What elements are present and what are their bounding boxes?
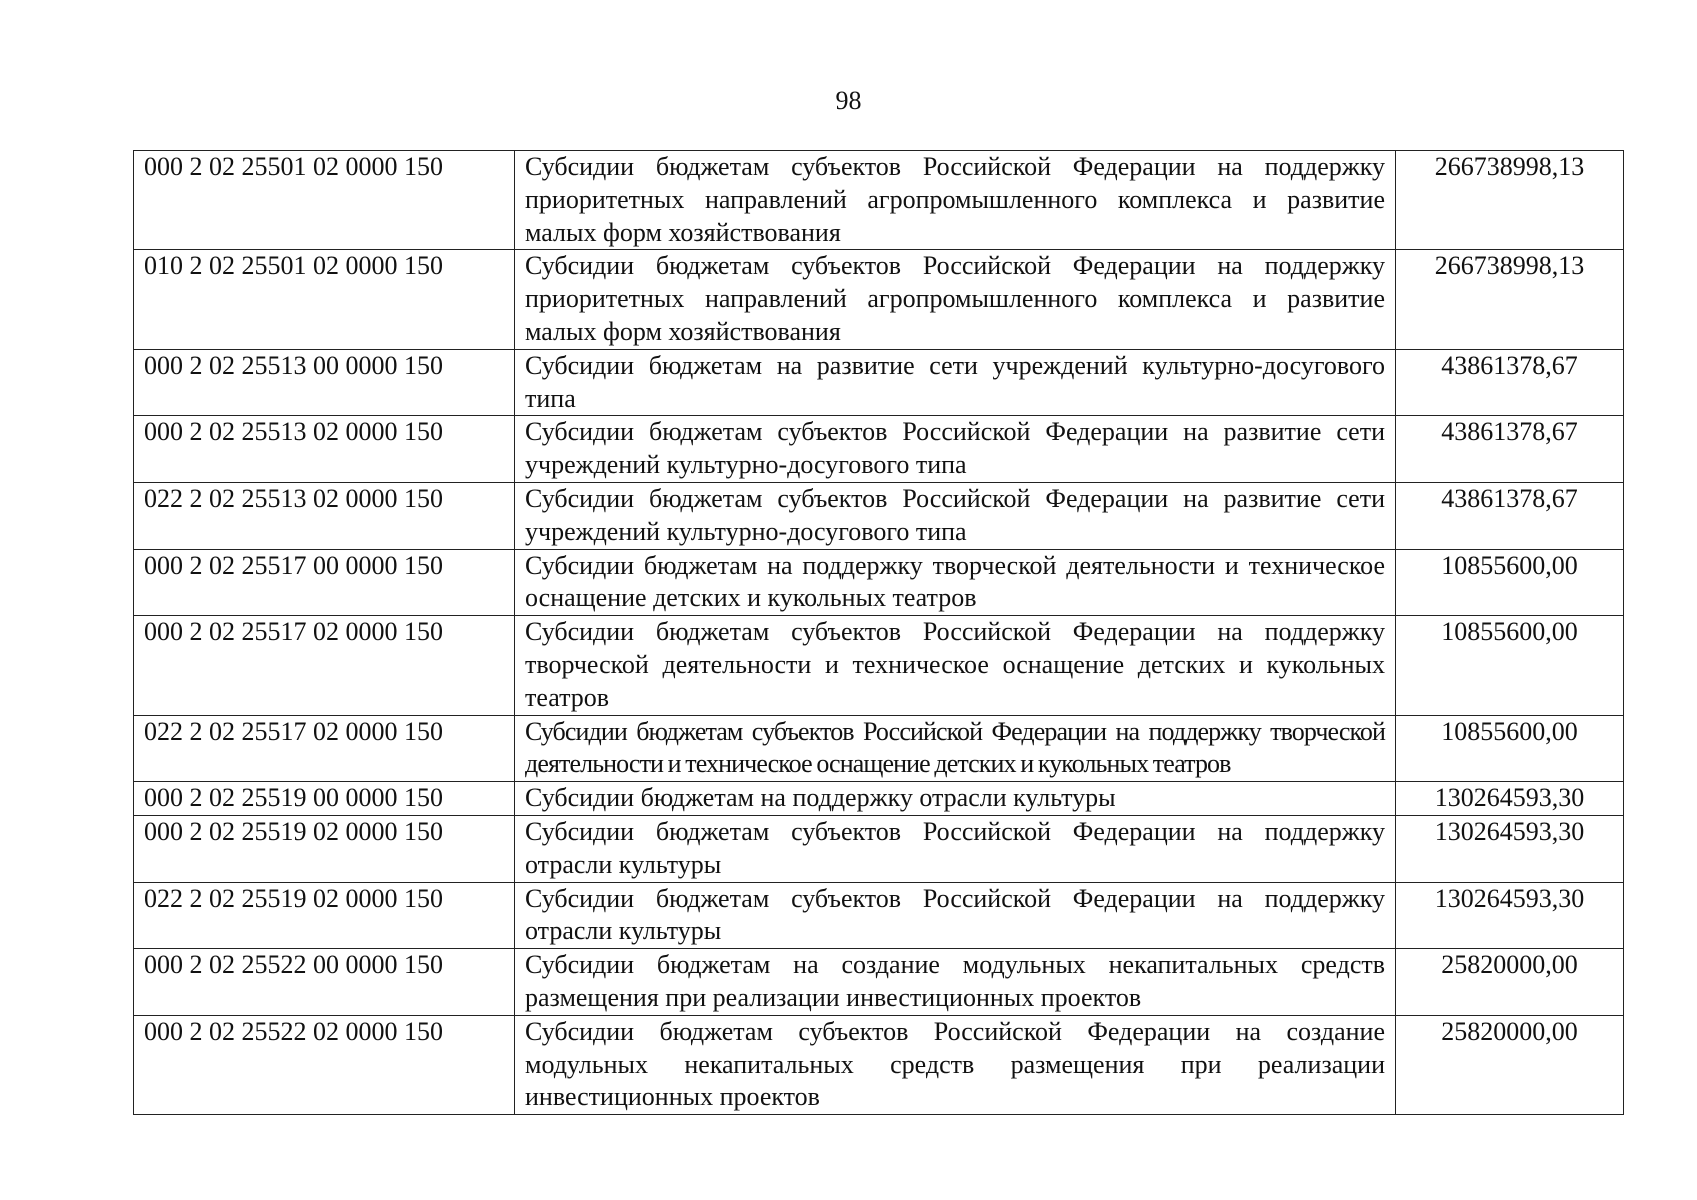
classification-code: 000 2 02 25519 00 0000 150: [134, 782, 515, 816]
amount-value: 43861378,67: [1396, 416, 1624, 483]
amount-value: 43861378,67: [1396, 482, 1624, 549]
income-name: Субсидии бюджетам субъектов Российской Федерации на поддержку отрасли культуры: [515, 882, 1396, 949]
income-name: Субсидии бюджетам субъектов Российской Федерации на создание модульных некапитальных средств размещения при реализации инвестиционных проектов: [515, 1015, 1396, 1114]
amount-value: 266738998,13: [1396, 151, 1624, 250]
income-name: Субсидии бюджетам субъектов Российской Федерации на развитие сети учреждений культурно-досугового типа: [515, 416, 1396, 483]
income-name: Субсидии бюджетам субъектов Российской Федерации на поддержку отрасли культуры: [515, 815, 1396, 882]
table-row: [134, 815, 1624, 882]
table-row: [134, 715, 1624, 782]
table-row: [134, 250, 1624, 349]
amount-value: 25820000,00: [1396, 1015, 1624, 1114]
amount-value: 130264593,30: [1396, 782, 1624, 816]
amount-value: 10855600,00: [1396, 549, 1624, 616]
amount-value: 25820000,00: [1396, 949, 1624, 1016]
classification-code: 000 2 02 25513 00 0000 150: [134, 349, 515, 416]
table-row: [134, 882, 1624, 949]
classification-code: 000 2 02 25501 02 0000 150: [134, 151, 515, 250]
table-row: [134, 549, 1624, 616]
classification-code: 000 2 02 25517 02 0000 150: [134, 616, 515, 715]
classification-code: 000 2 02 25522 02 0000 150: [134, 1015, 515, 1114]
income-name: Субсидии бюджетам субъектов Российской Федерации на поддержку приоритетных направлений агропромышленного комплекса и развитие малых форм хозяйствования: [515, 151, 1396, 250]
budget-table: [133, 150, 1624, 1115]
income-name: Субсидии бюджетам субъектов Российской Федерации на поддержку приоритетных направлений агропромышленного комплекса и развитие малых форм хозяйствования: [515, 250, 1396, 349]
table-row: [134, 416, 1624, 483]
income-name: Субсидии бюджетам на поддержку отрасли культуры: [515, 782, 1396, 816]
amount-value: 43861378,67: [1396, 349, 1624, 416]
table-row: [134, 151, 1624, 250]
page-number: 98: [835, 86, 862, 115]
income-name: Субсидии бюджетам на создание модульных некапитальных средств размещения при реализации инвестиционных проектов: [515, 949, 1396, 1016]
classification-code: 022 2 02 25517 02 0000 150: [134, 715, 515, 782]
table-row: [134, 616, 1624, 715]
classification-code: 000 2 02 25513 02 0000 150: [134, 416, 515, 483]
table-row: [134, 782, 1624, 816]
classification-code: 000 2 02 25522 00 0000 150: [134, 949, 515, 1016]
income-name: Субсидии бюджетам субъектов Российской Федерации на поддержку творческой деятельности и техническое оснащение детских и кукольных театров: [515, 616, 1396, 715]
table-row: [134, 349, 1624, 416]
classification-code: 000 2 02 25517 00 0000 150: [134, 549, 515, 616]
budget-table-body: [134, 151, 1624, 1115]
table-row: [134, 949, 1624, 1016]
table-row: [134, 1015, 1624, 1114]
income-name: Субсидии бюджетам субъектов Российской Федерации на поддержку творческой деятельности и техническое оснащение детских и кукольных театров: [515, 715, 1396, 782]
amount-value: 130264593,30: [1396, 815, 1624, 882]
amount-value: 10855600,00: [1396, 616, 1624, 715]
amount-value: 266738998,13: [1396, 250, 1624, 349]
classification-code: 010 2 02 25501 02 0000 150: [134, 250, 515, 349]
amount-value: 130264593,30: [1396, 882, 1624, 949]
table-row: [134, 482, 1624, 549]
amount-value: 10855600,00: [1396, 715, 1624, 782]
classification-code: 000 2 02 25519 02 0000 150: [134, 815, 515, 882]
classification-code: 022 2 02 25519 02 0000 150: [134, 882, 515, 949]
income-name: Субсидии бюджетам субъектов Российской Федерации на развитие сети учреждений культурно-досугового типа: [515, 482, 1396, 549]
income-name: Субсидии бюджетам на поддержку творческой деятельности и техническое оснащение детских и кукольных театров: [515, 549, 1396, 616]
income-name: Субсидии бюджетам на развитие сети учреждений культурно-досугового типа: [515, 349, 1396, 416]
classification-code: 022 2 02 25513 02 0000 150: [134, 482, 515, 549]
